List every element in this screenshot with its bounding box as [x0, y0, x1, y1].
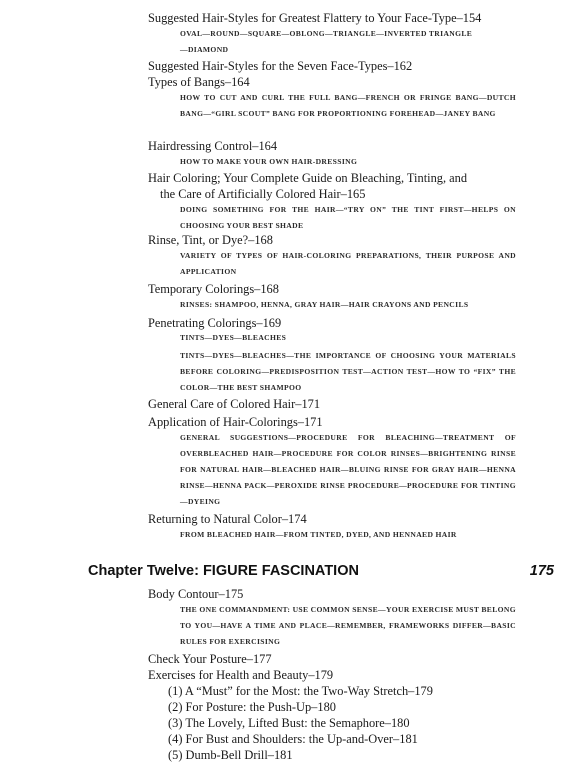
- numbered-exercise-entry: (4) For Bust and Shoulders: the Up-and-Over–181: [168, 732, 418, 746]
- toc-subentry: THE ONE COMMANDMENT: USE COMMON SENSE—YOUR EXERCISE MUST BELONG TO YOU—HAVE A TIME AND PLACE—REMEMBER, FRAMEWORKS DIFFER—BASIC RULES FOR EXERCISING: [180, 605, 516, 646]
- toc-subentry: —DIAMOND: [180, 45, 229, 54]
- toc-entry: Penetrating Colorings–169: [148, 316, 282, 330]
- toc-subentry: DOING SOMETHING FOR THE HAIR—“TRY ON” THE TINT FIRST—HELPS ON CHOOSING YOUR BEST SHADE: [180, 205, 516, 230]
- numbered-exercise-entry: (5) Dumb-Bell Drill–181: [168, 748, 293, 762]
- toc-entry: Returning to Natural Color–174: [148, 512, 307, 526]
- toc-entry-line: Hair Coloring; Your Complete Guide on Bleaching, Tinting, and: [148, 171, 468, 185]
- chapter-page-number: 175: [529, 563, 554, 579]
- toc-entry: Hairdressing Control–164: [148, 139, 278, 153]
- toc-entry-continuation: the Care of Artificially Colored Hair–165: [160, 187, 366, 201]
- toc-entry: Body Contour–175: [148, 587, 244, 601]
- toc-entry: Application of Hair-Colorings–171: [148, 415, 323, 429]
- numbered-exercise-entry: (2) For Posture: the Push-Up–180: [168, 700, 336, 714]
- numbered-exercise-entry: (3) The Lovely, Lifted Bust: the Semaphore–180: [168, 716, 410, 730]
- toc-entry: Suggested Hair-Styles for Greatest Flattery to Your Face-Type–154: [148, 11, 482, 25]
- toc-entry: Suggested Hair-Styles for the Seven Face-Types–162: [148, 59, 413, 73]
- toc-subentry: HOW TO CUT AND CURL THE FULL BANG—FRENCH OR FRINGE BANG—DUTCH BANG—“GIRL SCOUT” BANG FOR PROPORTIONING FOREHEAD—JANEY BANG: [180, 93, 516, 118]
- toc-subentry: GENERAL SUGGESTIONS—PROCEDURE FOR BLEACHING—TREATMENT OF OVERBLEACHED HAIR—PROCEDURE FOR COLOR RINSES—BRIGHTENING RINSE FOR NATURAL HAIR—BLEACHED HAIR—BLUING RINSE FOR GRAY HAIR—HENNA RINSE—HENNA PACK—PEROXIDE RINSE PROCEDURE—PROCEDURE FOR TINTING—DYEING: [180, 433, 516, 506]
- toc-subentry: VARIETY OF TYPES OF HAIR-COLORING PREPARATIONS, THEIR PURPOSE AND APPLICATION: [180, 251, 516, 276]
- toc-entry: Types of Bangs–164: [148, 75, 250, 89]
- toc-subentry: RINSES: SHAMPOO, HENNA, GRAY HAIR—HAIR CRAYONS AND PENCILS: [180, 300, 469, 309]
- toc-entry: Check Your Posture–177: [148, 652, 272, 666]
- toc-entry: Exercises for Health and Beauty–179: [148, 668, 334, 682]
- toc-entry: Rinse, Tint, or Dye?–168: [148, 233, 273, 247]
- toc-subentry: OVAL—ROUND—SQUARE—OBLONG—TRIANGLE—INVERTED TRIANGLE: [180, 29, 473, 38]
- toc-entry: General Care of Colored Hair–171: [148, 397, 321, 411]
- toc-subentry: FROM BLEACHED HAIR—FROM TINTED, DYED, AND HENNAED HAIR: [180, 530, 457, 539]
- toc-subentry: TINTS—DYES—BLEACHES: [180, 333, 287, 342]
- toc-entry: [148, 170, 516, 202]
- toc-subentry: HOW TO MAKE YOUR OWN HAIR-DRESSING: [180, 157, 358, 166]
- numbered-exercise-entry: (1) A “Must” for the Most: the Two-Way Stretch–179: [168, 684, 433, 698]
- toc-entry: Temporary Colorings–168: [148, 282, 279, 296]
- toc-subentry: TINTS—DYES—BLEACHES—THE IMPORTANCE OF CHOOSING YOUR MATERIALS BEFORE COLORING—PREDISPOSITION TEST—ACTION TEST—HOW TO “FIX” THE COLOR—THE BEST SHAMPOO: [180, 351, 516, 392]
- chapter-heading: Chapter Twelve: FIGURE FASCINATION: [88, 563, 359, 579]
